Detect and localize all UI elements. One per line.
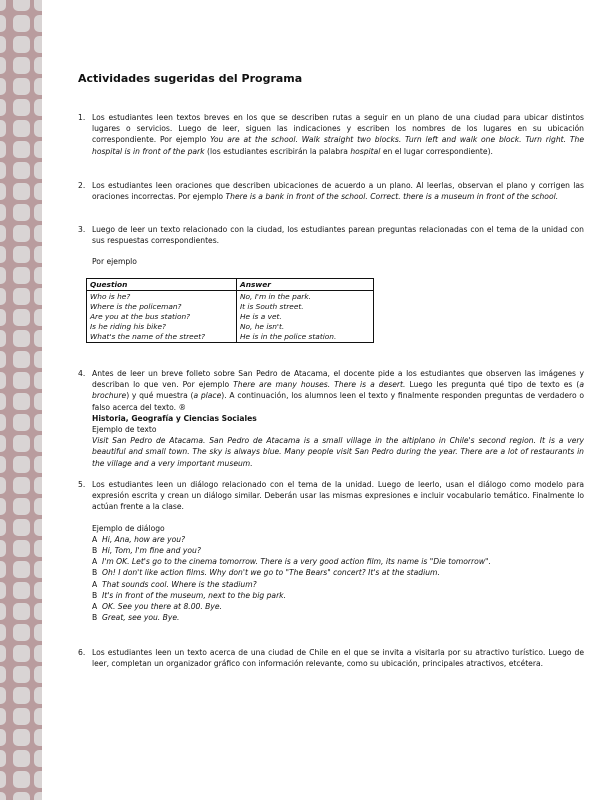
column-header-answer: Answer	[237, 279, 374, 291]
speaker-label: A	[92, 557, 98, 567]
activity-number: 3.	[78, 225, 86, 234]
border-tile	[0, 15, 6, 32]
dialog-line	[92, 556, 584, 567]
border-tile	[13, 162, 30, 179]
border-tile	[0, 498, 6, 515]
dialog-line	[92, 534, 584, 545]
example-italic: There is a bank in front of the school. Correct. there is a museum in front of the school.	[225, 192, 559, 202]
dialog-text: OK. See you there at 8.00. Bye.	[102, 602, 222, 612]
border-tile	[0, 561, 6, 578]
activity-3	[78, 224, 584, 268]
question-cell: Are you at the bus station?	[87, 311, 237, 321]
border-tile	[0, 687, 6, 704]
border-tile	[34, 0, 42, 11]
question-cell: Is he riding his bike?	[87, 322, 237, 332]
border-tile	[13, 498, 30, 515]
border-tile	[0, 540, 6, 557]
speaker-label: B	[92, 568, 98, 578]
border-tile	[13, 540, 30, 557]
border-tile	[34, 750, 42, 767]
border-tile	[0, 288, 6, 305]
border-tile	[34, 540, 42, 557]
border-tile	[34, 225, 42, 242]
table-row	[87, 332, 374, 343]
border-tile	[34, 519, 42, 536]
table-header-row	[87, 279, 374, 291]
border-tile	[34, 78, 42, 95]
dialog-text: Great, see you. Bye.	[102, 613, 180, 623]
question-answer-table	[86, 278, 374, 343]
border-tile	[34, 99, 42, 116]
border-tile	[34, 393, 42, 410]
border-tile	[0, 435, 6, 452]
border-tile	[0, 330, 6, 347]
border-tile	[0, 225, 6, 242]
activity-text: en el lugar correspondiente).	[380, 146, 493, 156]
speaker-label: A	[92, 534, 98, 544]
activity-6	[78, 647, 584, 669]
border-tile	[0, 78, 6, 95]
activity-5	[78, 479, 584, 623]
border-tile	[13, 351, 30, 368]
border-tile	[34, 645, 42, 662]
border-tile	[34, 729, 42, 746]
table-row	[87, 322, 374, 332]
border-tile	[13, 57, 30, 74]
border-tile	[34, 603, 42, 620]
example-word: hospital	[350, 146, 381, 156]
border-tile	[0, 414, 6, 431]
border-tile	[13, 36, 30, 53]
speaker-label: A	[92, 579, 98, 589]
border-tile	[34, 15, 42, 32]
border-tile	[13, 624, 30, 641]
border-tile	[13, 225, 30, 242]
activity-text: Los estudiantes leen un diálogo relacionado con el tema de la unidad. Luego de leerlo, usan el diálogo como modelo para expresión escrita y crean un diálogo similar. Deberán usar las mismas expresiones e incluir vocabulario temático. Finalmente lo actúan frente a la clase.	[92, 480, 584, 512]
activity-text: ) y qué muestra (	[126, 391, 194, 401]
border-tile	[13, 183, 30, 200]
border-tile	[13, 309, 30, 326]
border-tile	[0, 477, 6, 494]
border-tile	[0, 36, 6, 53]
border-tile	[13, 519, 30, 536]
example-word: a brochure	[92, 380, 584, 401]
border-tile	[0, 708, 6, 725]
dialog	[92, 534, 584, 624]
border-tile	[13, 15, 30, 32]
decorative-tile-border	[0, 0, 42, 800]
activity-text: Antes de leer un breve folleto sobre San Pedro de Atacama, el docente pide a los estudiantes que observen las imágenes y describan lo que ven. Por ejemplo	[92, 369, 584, 390]
border-tile	[34, 246, 42, 263]
border-tile	[34, 204, 42, 221]
border-tile	[13, 267, 30, 284]
border-tile	[13, 393, 30, 410]
border-tile	[13, 99, 30, 116]
answer-cell: He is a vet.	[240, 311, 282, 321]
border-tile	[13, 477, 30, 494]
border-tile	[0, 309, 6, 326]
border-tile	[34, 36, 42, 53]
answer-cell: No, I'm in the park.	[240, 291, 311, 301]
border-tile	[13, 687, 30, 704]
border-tile	[0, 141, 6, 158]
border-tile	[34, 162, 42, 179]
border-tile	[34, 351, 42, 368]
question-cell: What's the name of the street?	[87, 332, 237, 343]
dialog-text: Oh! I don't like action films. Why don't we go to "The Bears" concert? It's at the stadium.	[102, 568, 440, 578]
border-tile	[0, 792, 6, 800]
table-row	[87, 291, 374, 302]
border-tile	[13, 771, 30, 788]
border-tile	[34, 582, 42, 599]
activity-number: 6.	[78, 648, 86, 657]
border-tile	[34, 330, 42, 347]
dialog-text: I'm OK. Let's go to the cinema tomorrow. There is a very good action film, its name is "Die tomorrow".	[102, 557, 491, 567]
dialog-line	[92, 590, 584, 601]
border-tile	[0, 603, 6, 620]
border-tile	[13, 120, 30, 137]
border-tile	[34, 183, 42, 200]
example-label: Por ejemplo	[92, 257, 137, 267]
border-tile	[0, 246, 6, 263]
border-tile	[34, 309, 42, 326]
border-tile	[34, 456, 42, 473]
dialog-line	[92, 567, 584, 578]
dialog-line	[92, 579, 584, 590]
activity-text: Luego de leer un texto relacionado con la ciudad, los estudiantes parean preguntas relacionadas con el tema de la unidad con sus respuestas correspondientes.	[92, 225, 584, 246]
border-tile	[34, 771, 42, 788]
question-cell: Where is the policeman?	[87, 301, 237, 311]
border-tile	[0, 183, 6, 200]
table-row	[87, 311, 374, 321]
border-tile	[13, 561, 30, 578]
border-tile	[0, 162, 6, 179]
border-tile	[0, 519, 6, 536]
activity-text: ). A continuación, los alumnos leen el texto y finalmente responden preguntas de verdadero o falso acerca del texto. ®	[92, 391, 584, 412]
activity-text: (los estudiantes escribirán la palabra	[204, 146, 351, 156]
border-tile	[0, 666, 6, 683]
example-italic: There are many houses. There is a desert.	[233, 380, 406, 390]
border-tile	[0, 204, 6, 221]
answer-cell: He is in the police station.	[240, 332, 337, 342]
subject-crossref-link[interactable]: Historia, Geografía y Ciencias Sociales	[92, 413, 257, 423]
border-tile	[34, 435, 42, 452]
column-header-question: Question	[87, 279, 237, 291]
speaker-label: B	[92, 590, 98, 600]
border-tile	[13, 288, 30, 305]
dialog-line	[92, 601, 584, 612]
border-tile	[13, 246, 30, 263]
example-italic: You are at the school. Walk straight two blocks. Turn left and walk one block. Turn right. The hospital is in front of the park	[92, 135, 584, 156]
speaker-label: B	[92, 613, 98, 623]
border-tile	[13, 330, 30, 347]
border-tile	[34, 267, 42, 284]
border-tile	[13, 792, 30, 800]
border-tile	[34, 288, 42, 305]
border-tile	[0, 582, 6, 599]
border-tile	[34, 666, 42, 683]
border-tile	[34, 120, 42, 137]
border-tile	[0, 645, 6, 662]
table-row	[87, 301, 374, 311]
activity-number: 4.	[78, 369, 86, 378]
dialog-text: It's in front of the museum, next to the big park.	[102, 590, 286, 600]
dialog-line	[92, 545, 584, 556]
activity-number: 5.	[78, 480, 86, 489]
border-tile	[34, 414, 42, 431]
border-tile	[13, 729, 30, 746]
activity-text: Los estudiantes leen textos breves en los que se describen rutas a seguir en un plano de una ciudad para ubicar distintos lugares o servicios. Luego de leer, siguen las indicaciones y escriben los nombres de los lugares en su ubicación correspondiente. Por ejemplo	[92, 113, 584, 145]
border-tile	[0, 267, 6, 284]
activity-number: 2.	[78, 181, 86, 190]
border-tile	[34, 141, 42, 158]
activity-text: Los estudiantes leen oraciones que describen ubicaciones de acuerdo a un plano. Al leerlas, observan el plano y corrigen las oraciones incorrectas. Por ejemplo	[92, 181, 584, 202]
answer-cell: No, he isn't.	[240, 322, 285, 332]
activity-number: 1.	[78, 113, 86, 122]
speaker-label: B	[92, 546, 98, 556]
border-tile	[13, 582, 30, 599]
border-tile	[34, 708, 42, 725]
border-tile	[13, 603, 30, 620]
border-tile	[13, 204, 30, 221]
border-tile	[13, 708, 30, 725]
activity-2	[78, 180, 584, 202]
border-tile	[0, 351, 6, 368]
activity-body	[92, 368, 584, 469]
border-tile	[13, 666, 30, 683]
page-title: Actividades sugeridas del Programa	[78, 72, 303, 85]
border-tile	[0, 729, 6, 746]
activity-text: Luego les pregunta qué tipo de texto es (	[405, 380, 580, 390]
border-tile	[0, 393, 6, 410]
dialog-text: That sounds cool. Where is the stadium?	[102, 579, 257, 589]
border-tile	[34, 792, 42, 800]
border-tile	[13, 372, 30, 389]
border-tile	[13, 414, 30, 431]
example-word: a place	[193, 391, 222, 401]
activity-body	[92, 647, 584, 669]
activity-4	[78, 368, 584, 469]
border-tile	[13, 456, 30, 473]
speaker-label: A	[92, 602, 98, 612]
example-label: Ejemplo de texto	[92, 425, 157, 435]
border-tile	[34, 498, 42, 515]
activity-body	[92, 180, 584, 202]
border-tile	[0, 120, 6, 137]
border-tile	[34, 687, 42, 704]
border-tile	[0, 372, 6, 389]
example-label: Ejemplo de diálogo	[92, 523, 165, 533]
border-tile	[34, 372, 42, 389]
border-tile	[13, 141, 30, 158]
border-tile	[13, 435, 30, 452]
border-tile	[13, 0, 30, 11]
border-tile	[34, 561, 42, 578]
border-tile	[0, 771, 6, 788]
dialog-text: Hi, Tom, I'm fine and you?	[102, 546, 201, 556]
example-text: Visit San Pedro de Atacama. San Pedro de Atacama is a small village in the altiplano in Chile's second region. It is a very beautiful and small town. The sky is always blue. Many people visit San Pedro during the year. There are a lot of restaurants in the village and a very important museum.	[92, 436, 584, 468]
border-tile	[0, 456, 6, 473]
border-tile	[34, 477, 42, 494]
activity-body	[92, 479, 584, 623]
border-tile	[34, 57, 42, 74]
question-cell: Who is he?	[87, 291, 237, 302]
activity-body	[92, 224, 584, 246]
border-tile	[0, 750, 6, 767]
activity-1	[78, 112, 584, 157]
border-tile	[13, 78, 30, 95]
border-tile	[34, 624, 42, 641]
border-tile	[13, 645, 30, 662]
border-tile	[0, 99, 6, 116]
dialog-line	[92, 612, 584, 623]
border-tile	[0, 624, 6, 641]
border-tile	[0, 57, 6, 74]
border-tile	[0, 0, 6, 11]
dialog-text: Hi, Ana, how are you?	[102, 534, 186, 544]
activity-text: Los estudiantes leen un texto acerca de una ciudad de Chile en el que se invita a visitarla por su atractivo turístico. Luego de leer, completan un organizador gráfico con información relevante, como su ubicación, principales atractivos, etcétera.	[92, 648, 584, 669]
activity-body	[92, 112, 584, 157]
answer-cell: It is South street.	[240, 301, 304, 311]
border-tile	[13, 750, 30, 767]
